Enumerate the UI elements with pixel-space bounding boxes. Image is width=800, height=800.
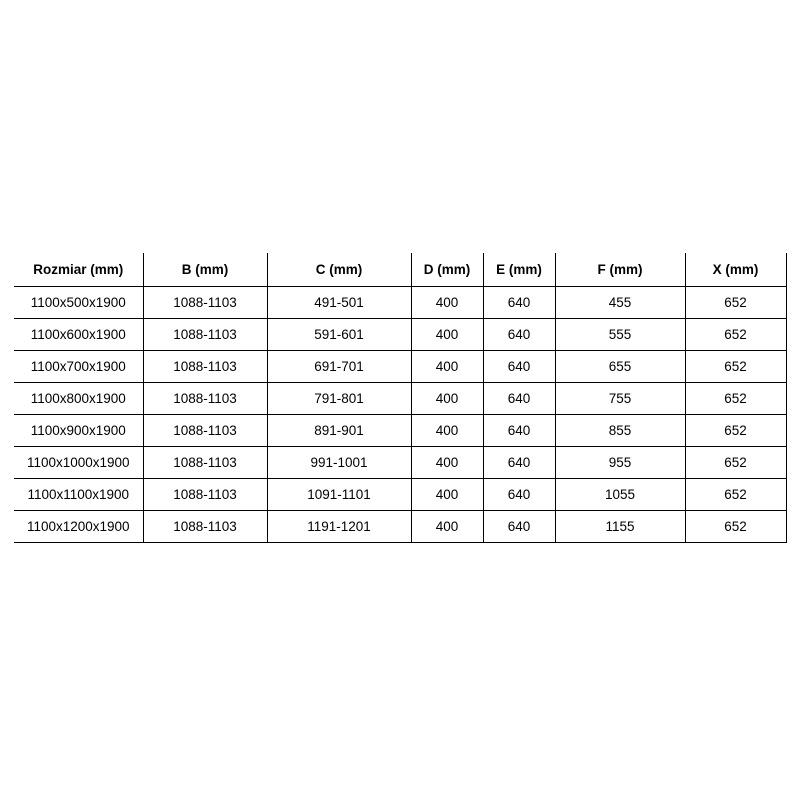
table-cell: 1100x800x1900	[14, 383, 143, 415]
table-cell: 640	[483, 511, 555, 543]
column-header: C (mm)	[267, 253, 411, 287]
table-cell: 1088-1103	[143, 351, 267, 383]
table-cell: 400	[411, 351, 483, 383]
table-cell: 652	[685, 351, 786, 383]
table-body	[14, 287, 786, 543]
table-row	[14, 511, 786, 543]
table-cell: 955	[555, 447, 685, 479]
column-header: D (mm)	[411, 253, 483, 287]
column-header: E (mm)	[483, 253, 555, 287]
table-cell: 652	[685, 415, 786, 447]
table-row	[14, 319, 786, 351]
table-cell: 652	[685, 447, 786, 479]
table-cell: 1088-1103	[143, 415, 267, 447]
column-header: B (mm)	[143, 253, 267, 287]
table-cell: 640	[483, 415, 555, 447]
table-cell: 400	[411, 287, 483, 319]
table-cell: 1100x500x1900	[14, 287, 143, 319]
column-header: F (mm)	[555, 253, 685, 287]
table-cell: 1100x700x1900	[14, 351, 143, 383]
table-cell: 791-801	[267, 383, 411, 415]
column-header: Rozmiar (mm)	[14, 253, 143, 287]
table-cell: 1100x1100x1900	[14, 479, 143, 511]
table-cell: 400	[411, 479, 483, 511]
table-cell: 1088-1103	[143, 479, 267, 511]
table-cell: 652	[685, 383, 786, 415]
table-cell: 1088-1103	[143, 319, 267, 351]
table-cell: 1088-1103	[143, 511, 267, 543]
table-header-row	[14, 253, 786, 287]
table-cell: 491-501	[267, 287, 411, 319]
table-cell: 640	[483, 319, 555, 351]
table-cell: 591-601	[267, 319, 411, 351]
table-cell: 1088-1103	[143, 447, 267, 479]
table-cell: 755	[555, 383, 685, 415]
table-cell: 1100x1000x1900	[14, 447, 143, 479]
table-row	[14, 287, 786, 319]
table-cell: 652	[685, 319, 786, 351]
table-cell: 400	[411, 319, 483, 351]
table-cell: 400	[411, 511, 483, 543]
table-cell: 1100x1200x1900	[14, 511, 143, 543]
table-row	[14, 383, 786, 415]
table-cell: 652	[685, 511, 786, 543]
table-row	[14, 415, 786, 447]
table-cell: 991-1001	[267, 447, 411, 479]
table-cell: 691-701	[267, 351, 411, 383]
table-cell: 652	[685, 479, 786, 511]
column-header: X (mm)	[685, 253, 786, 287]
table-cell: 640	[483, 351, 555, 383]
table-cell: 400	[411, 383, 483, 415]
table-cell: 1155	[555, 511, 685, 543]
table-cell: 652	[685, 287, 786, 319]
table-cell: 455	[555, 287, 685, 319]
table-cell: 640	[483, 479, 555, 511]
table-cell: 640	[483, 287, 555, 319]
table-row	[14, 447, 786, 479]
table-row	[14, 351, 786, 383]
table-cell: 855	[555, 415, 685, 447]
table-cell: 1091-1101	[267, 479, 411, 511]
table-cell: 640	[483, 447, 555, 479]
table-cell: 1055	[555, 479, 685, 511]
table-cell: 400	[411, 447, 483, 479]
table-cell: 1088-1103	[143, 383, 267, 415]
table-cell: 555	[555, 319, 685, 351]
table-cell: 1100x900x1900	[14, 415, 143, 447]
table-cell: 1191-1201	[267, 511, 411, 543]
table-cell: 891-901	[267, 415, 411, 447]
table-cell: 655	[555, 351, 685, 383]
table-cell: 400	[411, 415, 483, 447]
table-header	[14, 253, 786, 287]
table-cell: 640	[483, 383, 555, 415]
table-cell: 1088-1103	[143, 287, 267, 319]
dimensions-table	[14, 253, 787, 543]
table-row	[14, 479, 786, 511]
table-cell: 1100x600x1900	[14, 319, 143, 351]
